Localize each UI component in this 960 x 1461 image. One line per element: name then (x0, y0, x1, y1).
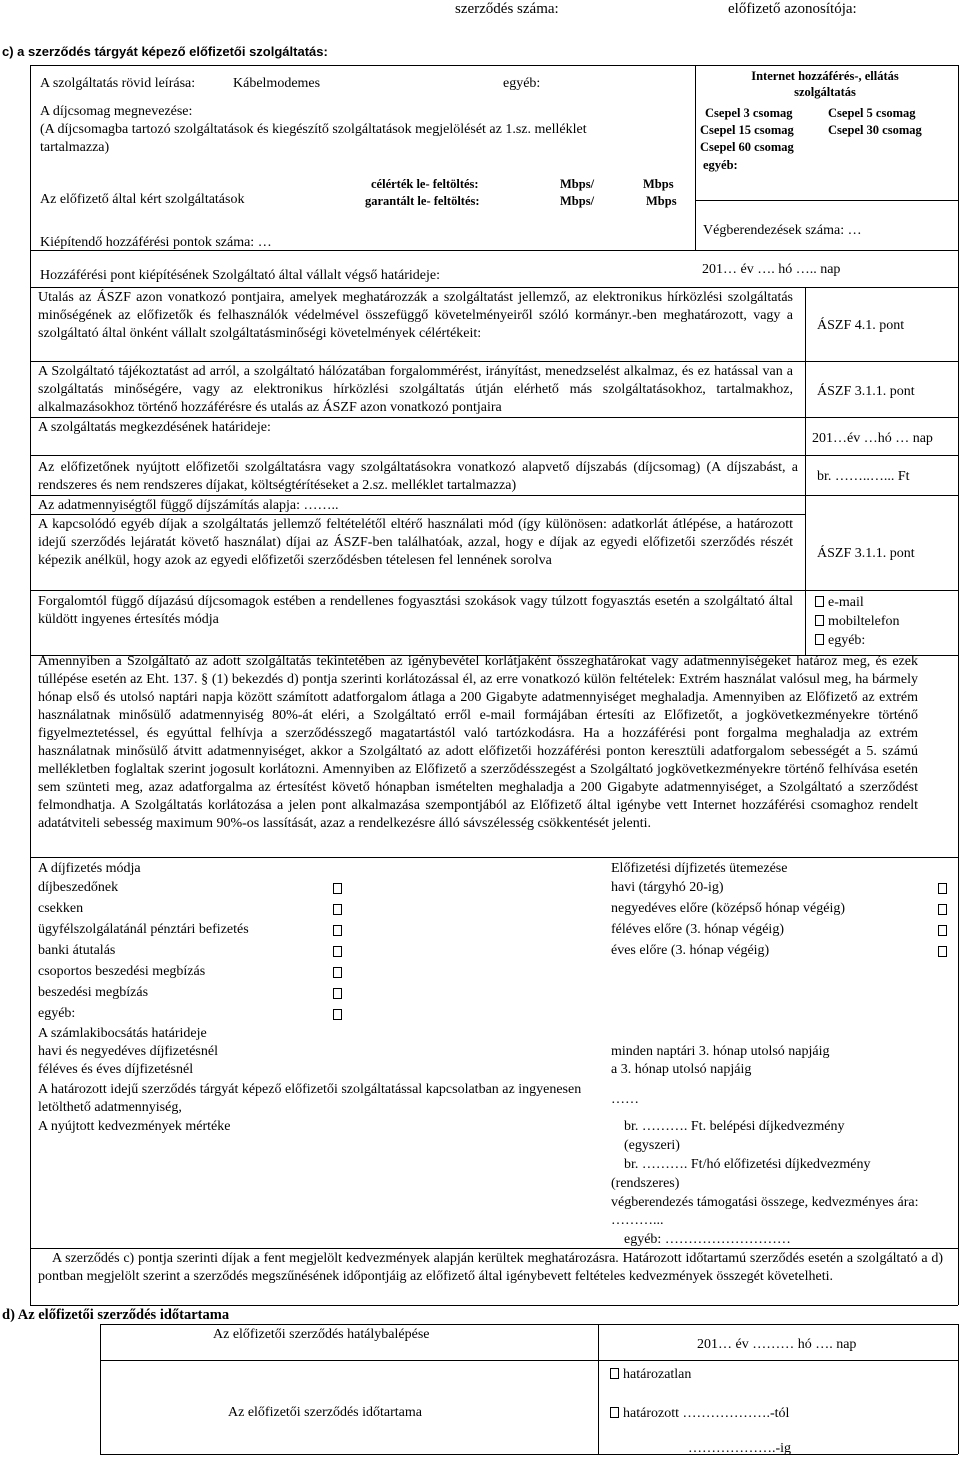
free-data-label: A határozott idejű szerződés tárgyát képező előfizetői szolgáltatással kapcsolatban az ingyenesen letölthető adatmennyiség, (38, 1082, 582, 1115)
schedule-quarterly-checkbox[interactable] (938, 904, 947, 915)
notify-other-option[interactable] (815, 632, 865, 650)
invoice-quarterly-value: minden naptári 3. hónap utolsó napjáig (611, 1044, 830, 1059)
access-points-label: Kiépítendő hozzáférési pontok száma: … (40, 235, 272, 250)
guaranteed-mbps-slash: Mbps/ (560, 194, 595, 208)
frame-line (958, 1324, 959, 1454)
schedule-quarterly: negyedéves előre (középső hónap végéig) (611, 901, 846, 916)
schedule-halfyear-checkbox[interactable] (938, 925, 947, 936)
frame-line (30, 65, 31, 250)
target-upload-label: célérték le- feltöltés: (371, 177, 479, 191)
method-penztar: ügyfélszolgálatánál pénztári befizetés (38, 922, 249, 937)
short-desc-label: A szolgáltatás rövid leírása: (40, 76, 196, 91)
frame-line (30, 65, 695, 66)
discount-device: végberendezés támogatási összege, kedvezményes ára: ………... (611, 1195, 919, 1228)
short-desc-value: Kábelmodemes (233, 76, 321, 91)
duration-label: Az előfizetői szerződés időtartama (228, 1405, 422, 1420)
mobile-label: mobiltelefon (828, 614, 900, 629)
row-divider (30, 495, 958, 496)
email-label: e-mail (828, 595, 864, 610)
payment-method-header: A díjfizetés módja (38, 861, 141, 876)
other-checkbox[interactable] (815, 634, 824, 645)
row-start-text: A szolgáltatás megkezdésének határideje: (38, 420, 271, 435)
row-quality-value: ÁSZF 4.1. pont (817, 318, 905, 333)
frame-line (695, 65, 696, 250)
package-csepel-30: Csepel 30 csomag (828, 123, 922, 137)
internet-box-border (695, 65, 958, 66)
row-divider (100, 1360, 958, 1361)
row-traffic-text: A Szolgáltató tájékoztatást ad arról, a szolgáltató hálózatában forgalommérést, irányítást, menedzselést alkalmaz, és ez hatással van a szolgáltatás minőségére, vagy az elektronikus hírközlési szolgáltatás útján elérhető más szolgáltatásokhoz, tartalmakhoz, alkalmazásokhoz történő hozzáférésre és utalás az ÁSZF azon vonatkozó pontjaira (38, 364, 793, 415)
target-mbps-slash: Mbps/ (560, 177, 595, 191)
frame-line (30, 655, 31, 1305)
method-atutalas: banki átutalás (38, 943, 116, 958)
row-notification-text: Forgalomtól függő díjazású díjcsomagok estében a rendellenes fogyasztási szokások vagy túlzott fogyasztás esetén a szolgáltató által küldött ingyenes értesítés módja (38, 594, 793, 627)
other-notify-label: egyéb: (828, 633, 866, 648)
row-divider (30, 514, 805, 515)
discount-monthly-fee: br. ………. Ft/hó előfizetési díjkedvezmény (624, 1157, 871, 1172)
method-dijbeszedo: díjbeszedőnek (38, 880, 119, 895)
internet-other-label: egyéb: (703, 158, 738, 172)
email-checkbox[interactable] (815, 596, 824, 607)
invoice-deadline-label: A számlakibocsátás határideje (38, 1026, 207, 1041)
method-beszedesi: beszedési megbízás (38, 985, 149, 1000)
final-paragraph: A szerződés c) pontja szerinti díjak a fent megjelölt kedvezmények alapján kerültek meghatározásra. Határozott időtartamú szerződés esetén a szolgáltató a d) pontban megjelölt szerint a szerződés megszűnésének időpontjáig az előfizető által igénybevett feltételes kedvezmények összegét követelheti. (38, 1251, 943, 1284)
method-csoportos-checkbox[interactable] (333, 967, 342, 978)
duration-column-line (598, 1324, 599, 1454)
effective-label: Az előfizetői szerződés hatálybalépése (213, 1327, 430, 1342)
method-penztar-checkbox[interactable] (333, 925, 342, 936)
row-divider (100, 1454, 958, 1455)
discount-label: A nyújtott kedvezmények mértéke (38, 1119, 231, 1134)
method-csoportos: csoportos beszedési megbízás (38, 964, 206, 979)
guaranteed-mbps: Mbps (646, 194, 677, 208)
package-csepel-60: Csepel 60 csomag (700, 140, 794, 154)
limit-paragraph: Amennyiben a Szolgáltató az adott szolgáltatás tekintetében az igénybevétel korlátjaként összeghatárokat vagy adatmennyiségeket határoz meg, és ezek túllépése esetén az Eht. 137. § (1) bekezdés d) pontja szerinti korlátozással él, az erre vonatkozó külön feltételek: Extrém használat valósul meg, ha bármely hónap első és utolsó naptári napja között számított adatforgalom átlaga a 200 Gigabyte adatmennyiséget meghaladja. Amennyiben az Előfizető az extrém használatnak minősülő adatmennyiség 80%-át eléri, a Szolgáltató erről e-mail formájában értesíti az Előfizetőt, a jogkövetkezményekre történő figyelmeztetéssel, és egyúttal felhívja a szerződésszegő magatartástól való tartózkodásra. Ha a hozzáférési pont forgalma meghaladja az extrém használatnak minősülő átvitt adatmennyiséget, akkor a Szolgáltató az adott előfizetői hozzáférési ponton keresztüli adatforgalom sebességét a 5. számú mellékletben foglaltak szerint jogosult korlátozni. Amennyiben az Előfizető a szerződésszegést a Szolgáltató jogkövetkezményekre történő felhívása esetén sem szünteti meg, azaz adatforgalma az értesítést követő hónapban ismételten meghaladja a 200 Gigabyte adatmennyiséget, a Szolgáltató a szerződést felmondhatja. A Szolgáltatás korlátozása a jelen pont alkalmazása szempontjából az Előfizető által igénybe vett Internet hozzáférési csomaghoz rendelt adatátviteli sebesség maximum 90%-os lassítását, azaz a rendelkezésre álló sávszélesség csökkentését jelenti. (38, 654, 918, 831)
schedule-monthly-checkbox[interactable] (938, 883, 947, 894)
row-divider (30, 1248, 958, 1249)
package-csepel-3: Csepel 3 csomag (705, 106, 793, 120)
package-note: (A díjcsomagba tartozó szolgáltatások és kiegészítő szolgáltatások megjelölését az 1.sz. melléklet tartalmazza) (40, 122, 587, 155)
target-mbps: Mbps (643, 177, 674, 191)
method-dijbeszedo-checkbox[interactable] (333, 883, 342, 894)
package-csepel-5: Csepel 5 csomag (828, 106, 916, 120)
frame-line (100, 1324, 958, 1325)
indefinite-checkbox[interactable] (610, 1368, 619, 1379)
until-label: ……………….-ig (688, 1441, 792, 1456)
effective-value: 201… év ……… hó …. nap (697, 1337, 857, 1352)
row-divider (30, 857, 958, 858)
definite-option[interactable] (610, 1405, 789, 1423)
notify-mobile-option[interactable] (815, 613, 900, 631)
deadline-date: 201… év …. hó ….. nap (702, 262, 841, 277)
row-quality-text: Utalás az ÁSZF azon vonatkozó pontjaira, amelyek meghatározzák a szolgáltatást jellemző, az elektronikus hírközlési szolgáltatás minőségének az előfizetők és felhasználók védelmével összefüggő követelményeiről szóló kormányr.-ben meghatározott, vagy a szolgáltató által önként vállalt szolgáltatásminőségi követelmények célértékeit: (38, 290, 793, 341)
invoice-quarterly-label: havi és negyedéves díjfizetésnél (38, 1044, 218, 1059)
definite-label: határozott ……………….-tól (623, 1406, 790, 1421)
notify-email-option[interactable] (815, 594, 864, 612)
row-data-basis-text: Az adatmennyiségtől függő díjszámítás alapja: …….. (38, 498, 339, 513)
subscriber-id-label: előfizető azonosítója: (728, 1, 857, 17)
value-column-line (805, 287, 806, 655)
schedule-yearly-checkbox[interactable] (938, 946, 947, 957)
free-data-value: …… (611, 1092, 639, 1107)
method-beszedesi-checkbox[interactable] (333, 988, 342, 999)
row-tariff-text: Az előfizetőnek nyújtott előfizetői szolgáltatásra vagy szolgáltatásokra vonatkozó alapvető díjszabás (díjcsomag) (A díjszabást, a rendszeres és nem rendszeres díjakat, költségtérítéseket a 2.sz. melléklet tartalmazza) (38, 460, 798, 493)
definite-checkbox[interactable] (610, 1407, 619, 1418)
contract-number-label: szerződés száma: (455, 1, 559, 17)
frame-line (30, 250, 31, 655)
frame-line (958, 250, 959, 655)
payment-schedule-header: Előfizetési díjfizetés ütemezése (611, 861, 788, 876)
row-other-fees-value: ÁSZF 3.1.1. pont (817, 546, 915, 561)
internet-box-border (958, 65, 959, 250)
package-name-label: A díjcsomag megnevezése: (40, 104, 193, 119)
row-divider (30, 590, 958, 591)
frame-line (958, 655, 959, 1305)
requested-services-label: Az előfizető által kért szolgáltatások (40, 192, 245, 207)
frame-line (100, 1324, 101, 1454)
row-tariff-value: br. ……..…... Ft (817, 469, 910, 484)
row-divider (30, 455, 958, 456)
section-c-title: c) a szerződés tárgyát képező előfizetői szolgáltatás: (2, 44, 328, 59)
schedule-yearly: éves előre (3. hónap végéig) (611, 943, 770, 958)
internet-box-border (695, 200, 958, 201)
invoice-yearly-label: féléves és éves díjfizetésnél (38, 1062, 194, 1077)
method-atutalas-checkbox[interactable] (333, 946, 342, 957)
section-d-title: d) Az előfizetői szerződés időtartama (2, 1307, 230, 1323)
row-start-value: 201…év …hó … nap (812, 431, 933, 446)
devices-label: Végberendezések száma: … (703, 223, 862, 238)
row-divider (30, 417, 958, 418)
other-label: egyéb: (503, 76, 541, 91)
row-divider (30, 361, 958, 362)
discount-entry-fee-note: (egyszeri) (624, 1138, 680, 1153)
discount-monthly-fee-note: (rendszeres) (611, 1176, 680, 1191)
guaranteed-upload-label: garantált le- feltöltés: (365, 194, 480, 208)
method-csekk-checkbox[interactable] (333, 904, 342, 915)
indefinite-label: határozatlan (623, 1367, 692, 1382)
schedule-halfyear: féléves előre (3. hónap végéig) (611, 922, 784, 937)
method-csekk: csekken (38, 901, 84, 916)
mobile-checkbox[interactable] (815, 615, 824, 626)
internet-box-title: Internet hozzáférés-, ellátás szolgáltatás (751, 69, 899, 99)
row-other-fees-text: A kapcsolódó egyéb díjak a szolgáltatás jellemző feltételétől eltérő használati mód (így különösen: adatkorlát átlépése, a határozott idejű szerződés lejáratát követő használat) díjai az ÁSZF-ben találhatóak, azzal, hogy e díjak az egyedi előfizetői szerződés részét képezik anélkül, hogy azok az egyedi előfizetői szerződésben tételesen fel lennének sorolva (38, 517, 793, 568)
method-egyeb-checkbox[interactable] (333, 1009, 342, 1020)
discount-other: egyéb: ……………………… (624, 1232, 791, 1247)
invoice-yearly-value: a 3. hónap utolsó napjáig (611, 1062, 752, 1077)
deadline-label: Hozzáférési pont kiépítésének Szolgáltató által vállalt végső határideje: (40, 268, 441, 283)
row-divider (30, 287, 958, 288)
schedule-monthly: havi (tárgyhó 20-ig) (611, 880, 724, 895)
row-traffic-value: ÁSZF 3.1.1. pont (817, 384, 915, 399)
discount-entry-fee: br. ………. Ft. belépési díjkedvezmény (624, 1119, 845, 1134)
method-egyeb: egyéb: (38, 1006, 76, 1021)
indefinite-option[interactable] (610, 1366, 691, 1384)
package-csepel-15: Csepel 15 csomag (700, 123, 794, 137)
